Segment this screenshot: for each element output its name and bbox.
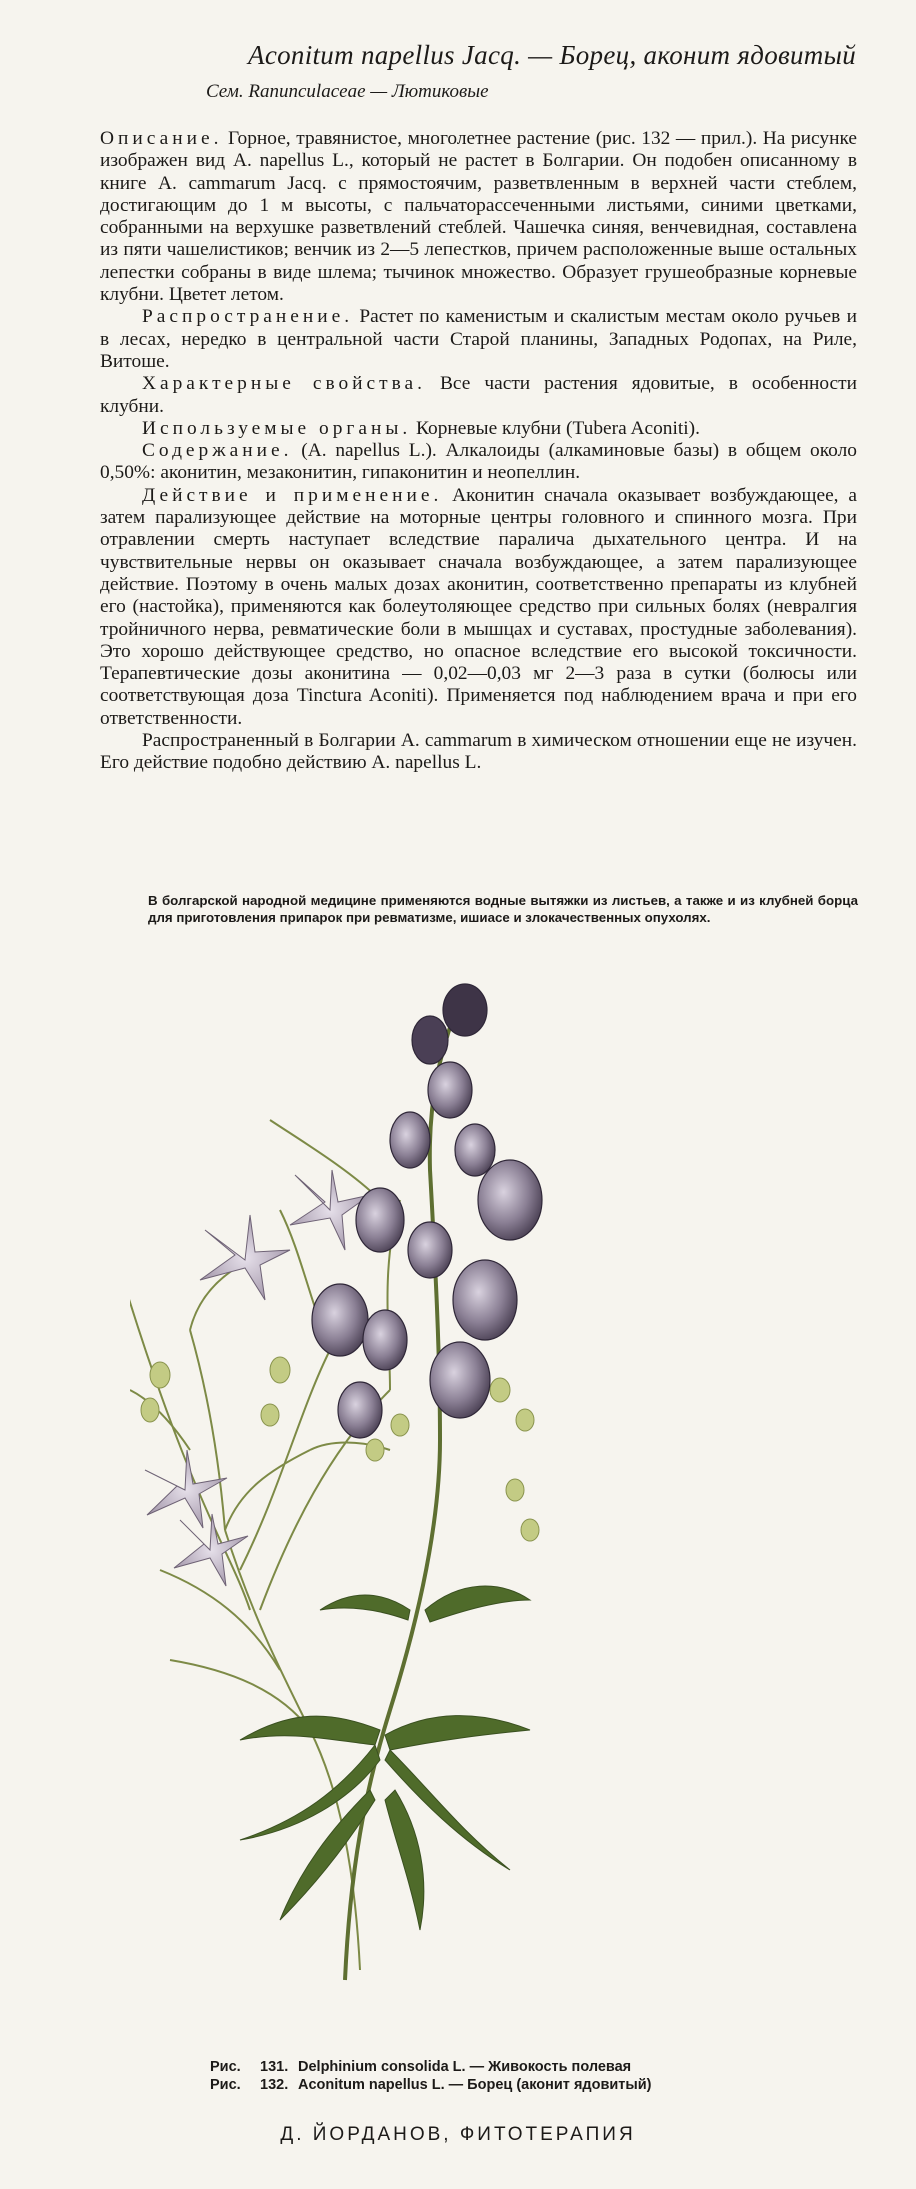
section-lead: Действие и применение. [142, 484, 443, 506]
caption-prefix: Рис. [210, 2077, 241, 2093]
caption-132 [210, 2076, 652, 2094]
section-text: (A. napellus L.). Алкалоиды (алкаминовые базы) в общем около 0,50%: аконитин, мезаконитин, гипаконитин и неопеллин. [100, 440, 857, 484]
caption-text: Aconitum napellus L. — Борец (аконит ядовитый) [298, 2077, 652, 2093]
section-lead: Содержание. [142, 440, 293, 462]
section-text: Все части растения ядовитые, в особенности клубни. [100, 373, 857, 417]
paragraph-bulgaria [100, 730, 857, 775]
page-title: Aconitum napellus Jacq. — Борец, аконит ядовитый [248, 40, 856, 70]
book-footer: Д. ЙОРДАНОВ, ФИТОТЕРАПИЯ [280, 2124, 636, 2145]
paragraph-action [100, 485, 857, 730]
article-header [206, 40, 856, 103]
section-text: Корневые клубни (Tubera Aconiti). [411, 417, 700, 439]
section-lead: Распространение. [142, 306, 354, 328]
section-text: Аконитин сначала оказывает возбуждающее, а затем парализующее действие на моторные центры головного и спинного мозга. При отравлении смерть наступает вследствие паралича дыхательного центра. И на чувствительные нервы он оказывает сначала возбуждающее, а затем парализующее действие. Поэтому в очень малых дозах аконитин, соответственно препараты из клубней его (настойка), применяются как болеутоляющее средство при сильных болях (невралгия тройничного нерва, ревматические боли в мышцах и суставах, простудные заболевания). Это хорошо действующее средство, но опасное вследствие его высокой токсичности. Терапевтические дозы аконитина — 0,02—0,03 мг 2—3 раза в сутки (болюсы или соответствующая доза Tinctura Aconiti). Применяется под наблюдением врача и при его ответственности. [100, 484, 857, 729]
family-line: Сем. Ranunculaceae — Лютиковые [206, 81, 489, 102]
section-text: Горное, травянистое, многолетнее растение (рис. 132 — прил.). На рисунке изображен вид A. napellus L., который не растет в Болгарии. Он подобен описанному в книге A. cammarum Jacq. с прямостоячим, разветвленным в верхней части стеблем, достигающим до 1 м высоты, с пальчаторассеченными листьями, синими цветками, собранными на верхушке разветвлений стеблей. Чашечка синяя, венчевидная, составлена из пяти чашелистиков; венчик из 2—5 лепестков, причем расположенные выше остальных лепестки собраны в виде шлема; тычинок множество. Образует грушеобразные корневые клубни. Цветет летом. [100, 128, 857, 306]
section-text: Распространенный в Болгарии A. cammarum в химическом отношении еще не изучен. Его действие подобно действию A. napellus L. [100, 730, 857, 774]
larkspur-flowers [145, 1170, 370, 1586]
section-lead: Описание. [100, 128, 223, 149]
paragraph-distribution [100, 306, 857, 373]
section-lead: Используемые органы. [142, 417, 412, 439]
caption-131 [210, 2058, 652, 2076]
figure-captions [210, 2058, 652, 2094]
paragraph-content [100, 440, 857, 485]
folk-medicine-note: В болгарской народной медицине применяются водные вытяжки из листьев, а также и из клубней борца для приготовления припарок при ревматизме, ишиасе и злокачественных опухолях. [148, 893, 858, 925]
article-body [100, 128, 857, 775]
section-lead: Характерные свойства. [142, 373, 426, 395]
caption-number: 132. [260, 2077, 289, 2093]
caption-prefix: Рис. [210, 2059, 241, 2075]
aconite-leaves [240, 1586, 530, 1930]
caption-text: Delphinium consolida L. — Живокость полевая [298, 2059, 632, 2075]
paragraph-description [100, 128, 857, 306]
paragraph-properties [100, 373, 857, 418]
paragraph-organs [100, 418, 857, 440]
caption-number: 131. [260, 2059, 289, 2075]
botanical-illustration [130, 970, 770, 1990]
section-text: Растет по каменистым и скалистым местам около ручьев и в лесах, нередко в центральной части Старой планины, Западных Родопах, на Риле, Витоше. [100, 306, 857, 372]
